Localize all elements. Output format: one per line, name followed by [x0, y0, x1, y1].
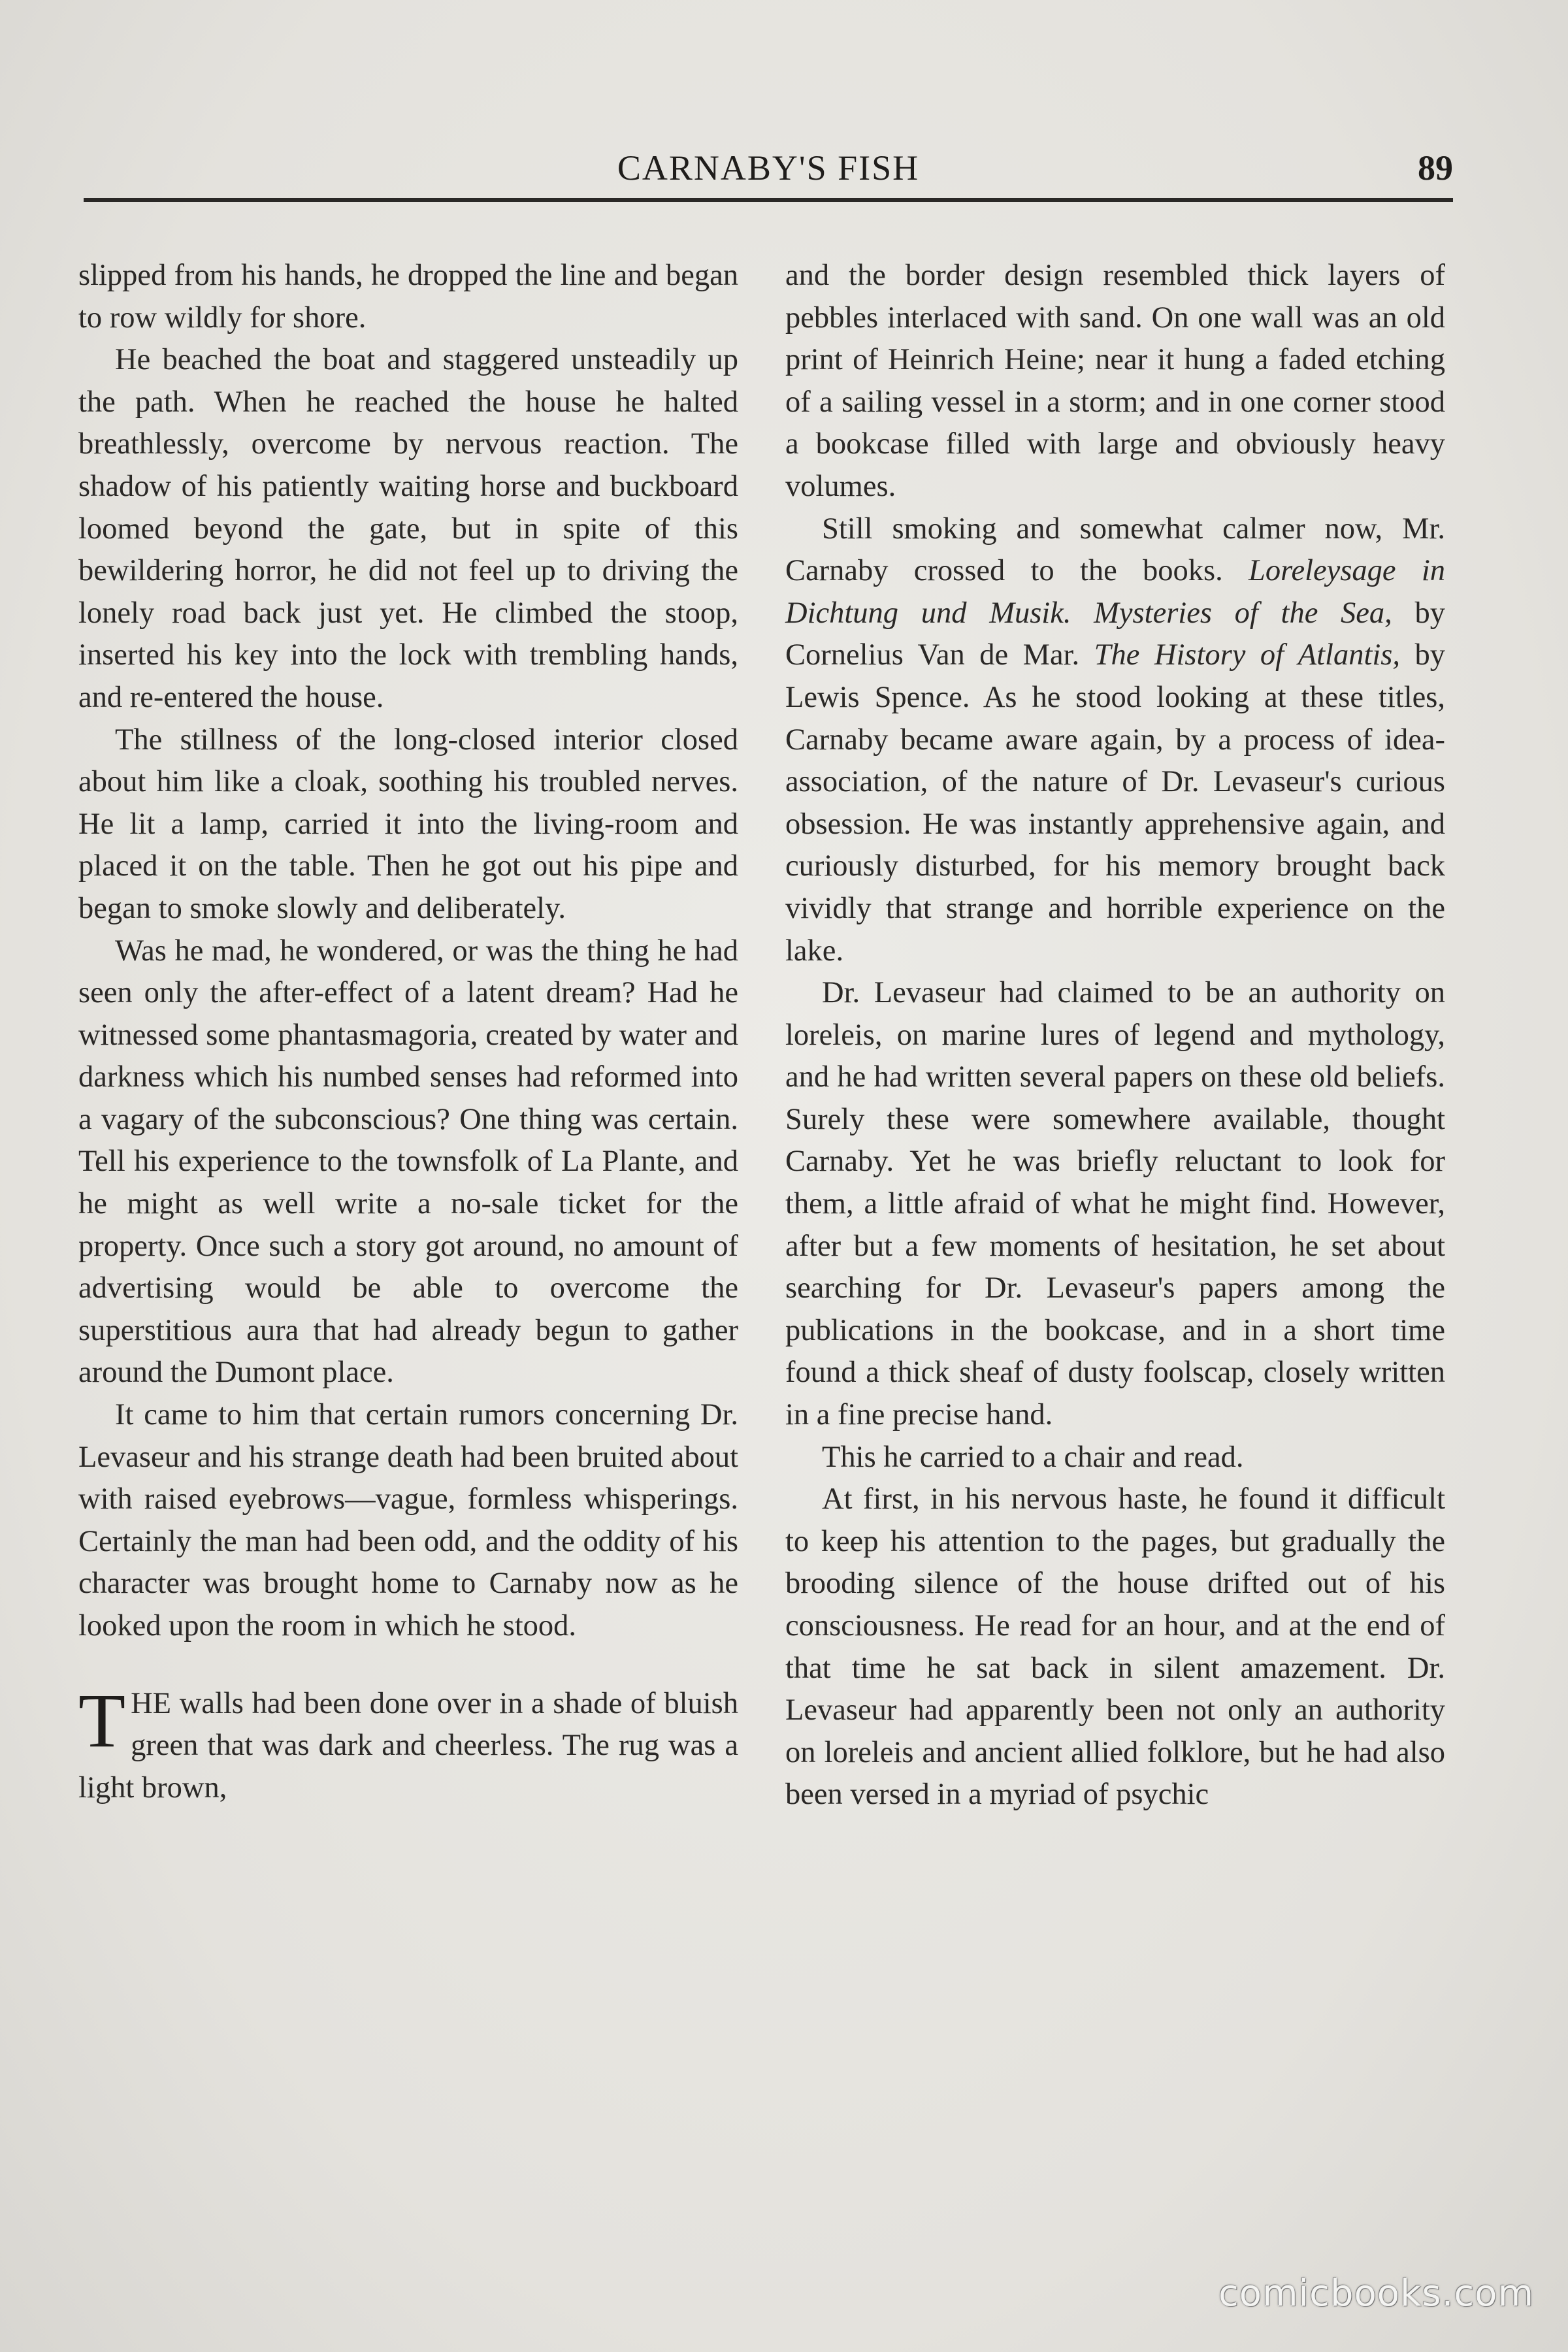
paragraph: Was he mad, he wondered, or was the thing he had seen only the after-effect of a latent dream? Had he witnessed some phantasmagoria, created by water and darkness which his numbed senses had reformed into a vagary of the subconscious? One thing was certain. Tell his experience to the townsfolk of La Plante, and he might as well write a no-sale ticket for the property. Once such a story got around, no amount of advertising would be able to overcome the superstitious aura that had already begun to gather around the Dumont place. — [78, 934, 738, 1390]
page-number: 89 — [1418, 148, 1453, 188]
left-column — [78, 255, 738, 1809]
paragraph: This he carried to a chair and read. — [822, 1440, 1244, 1474]
running-title: CARNABY'S FISH — [617, 148, 920, 188]
section-paragraph — [78, 1677, 738, 1810]
paragraph: Dr. Levaseur had claimed to be an authority on loreleis, on marine lures of legend and mythology, and he had written several papers on these old beliefs. Surely these were somewhere available, thought Carnaby. Yet he was briefly reluctant to look for them, a little afraid of what he might find. However, after but a few moments of hesitation, he set about searching for Dr. Levaseur's papers among the publications in the bookcase, and in a short time found a thick sheaf of dusty foolscap, closely written in a fine precise hand. — [785, 976, 1445, 1432]
right-column — [785, 255, 1445, 1816]
paragraph: He beached the boat and staggered unsteadily up the path. When he reached the house he halted breathlessly, overcome by nervous reaction. The shadow of his patiently waiting horse and buckboard loomed beyond the gate, but in spite of this bewildering horror, he did not feel up to driving the lonely road back just yet. He climbed the stoop, inserted his key into the lock with trembling hands, and re-entered the house. — [78, 343, 738, 714]
paragraph-text: HE walls had been done over in a shade of bluish green that was dark and cheerless. The rug was a light brown, — [78, 1686, 738, 1805]
paragraph-text: by Lewis Spence. As he stood looking at these titles, Carnaby became aware again, by a process of idea-association, of the nature of Dr. Levaseur's curious obsession. He was instantly apprehensive again, and curiously disturbed, for his memory brought back vividly that strange and horrible experience on the lake. — [785, 638, 1446, 968]
paragraph: slipped from his hands, he dropped the line and began to row wildly for shore. — [78, 259, 738, 335]
paragraph-text: by Cornelius Van de Mar. — [785, 596, 1445, 672]
paragraph: It came to him that certain rumors concerning Dr. Levaseur and his strange death had been bruited about with raised eyebrows—vague, formless whisperings. Certainly the man had been odd, and the oddity of his character was brought home to Carnaby now as he looked upon the room in which he stood. — [78, 1398, 738, 1642]
paragraph — [785, 508, 1445, 973]
watermark: comicbooks.com — [1218, 2272, 1534, 2315]
paragraph: The stillness of the long-closed interior closed about him like a cloak, soothing his troubled nerves. He lit a lamp, carried it into the living-room and placed it on the table. Then he got out his pipe and began to smoke slowly and deliberately. — [78, 723, 738, 925]
drop-cap: T — [78, 1677, 126, 1763]
paragraph: At first, in his nervous haste, he found it difficult to keep his attention to the pages, but gradually the brooding silence of the house drifted out of his consciousness. He read for an hour, and at the end of that time he sat back in silent amazement. Dr. Levaseur had apparently been not only an authority on loreleis and ancient allied folklore, but he had also been versed in a myriad of psychic — [785, 1482, 1445, 1812]
header-rule — [84, 198, 1453, 202]
page-header — [84, 144, 1453, 203]
book-title: The History of Atlantis, — [1094, 638, 1401, 672]
paragraph: and the border design resembled thick layers of pebbles interlaced with sand. On one wall was an old print of Heinrich Heine; near it hung a faded etching of a sailing vessel in a storm; and in one corner stood a bookcase filled with large and obviously heavy volumes. — [785, 259, 1445, 503]
book-title: Loreleysage in Dichtung und Musik. Mysteries of the Sea, — [785, 554, 1445, 630]
paragraph-text: Still smoking and somewhat calmer now, Mr. Carnaby crossed to the books. — [785, 512, 1445, 588]
